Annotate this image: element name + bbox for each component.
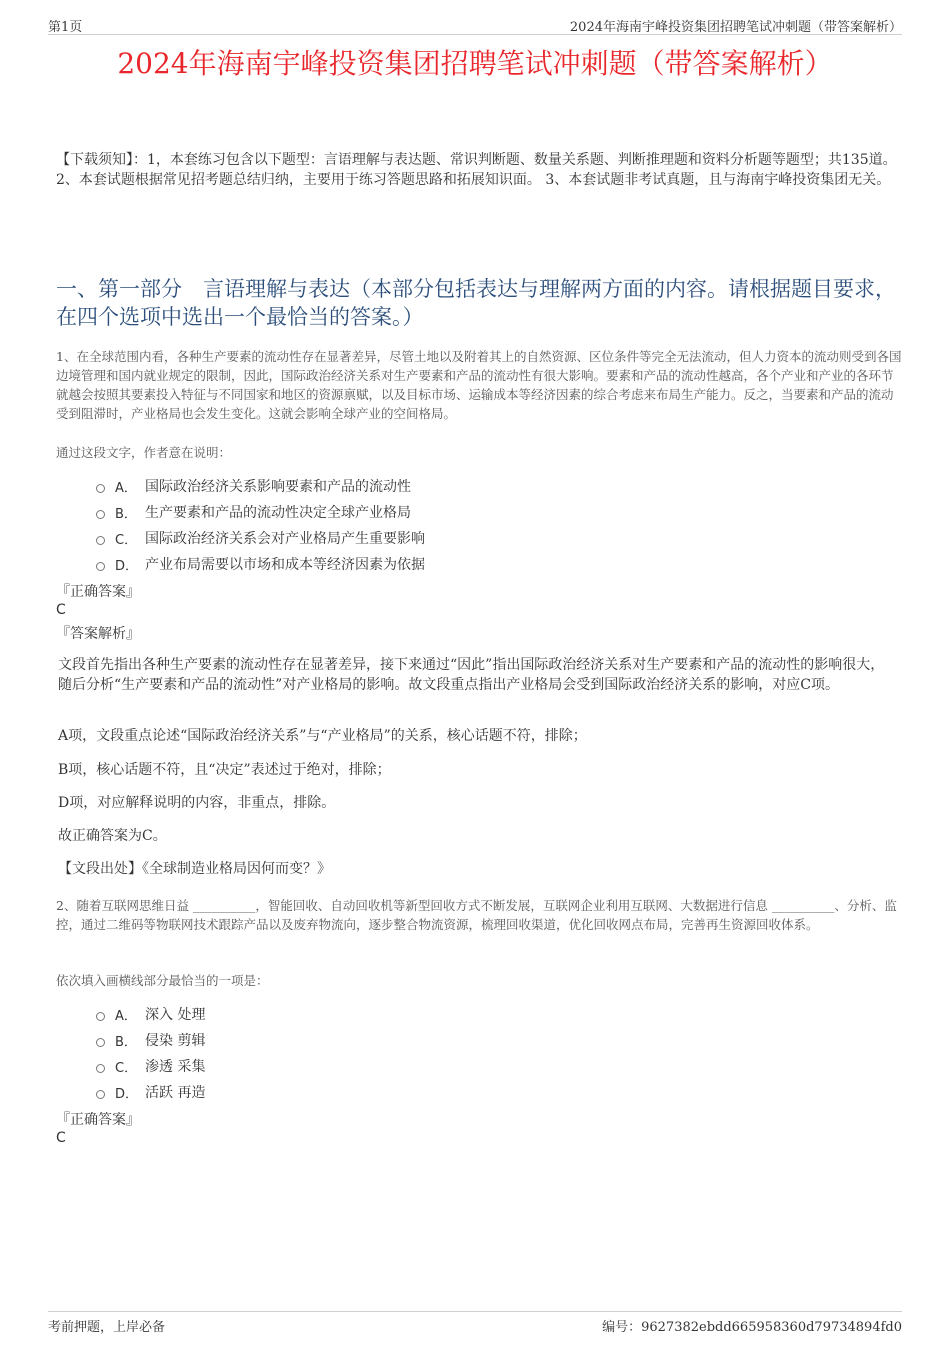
- document-title: 2024年海南宇峰投资集团招聘笔试冲刺题（带答案解析）: [117, 47, 833, 80]
- page-footer: [48, 1311, 902, 1336]
- option-letter: B．: [115, 506, 137, 522]
- q1-option-b[interactable]: [96, 499, 425, 525]
- q2-stem: 2、随着互联网思维日益 __________，智能回收、自动回收机等新型回收方式不断发展，互联网企业利用互联网、大数据进行信息 __________、分析、监控，通过二维码等物联网技术跟踪产品以及废弃物流向，逐步整合物流资源，梳理回收渠道，优化回收网点布局，完善再生资源回收体系。: [56, 898, 897, 932]
- option-text: 生产要素和产品的流动性决定全球产业格局: [145, 505, 411, 521]
- option-letter: A．: [115, 1008, 137, 1024]
- radio-icon[interactable]: [96, 510, 105, 519]
- footer-slogan: 考前押题，上岸必备: [48, 1320, 166, 1335]
- q1-option-d[interactable]: [96, 551, 425, 577]
- option-letter: D．: [115, 558, 139, 574]
- option-text: 渗透 采集: [145, 1059, 206, 1075]
- q1-analysis-a: A项，文段重点论述“国际政治经济关系”与“产业格局”的关系，核心话题不符，排除；: [58, 728, 587, 744]
- q1-analysis-b: B项，核心话题不符，且“决定”表述过于绝对，排除；: [58, 762, 391, 778]
- q2-prompt: 依次填入画横线部分最恰当的一项是：: [56, 973, 269, 988]
- q1-analysis-d: D项，对应解释说明的内容，非重点，排除。: [58, 795, 336, 811]
- q1-stem: 1、在全球范围内看，各种生产要素的流动性存在显著差异，尽管土地以及附着其上的自然资源、区位条件等完全无法流动，但人力资本的流动则受到各国边境管理和国内就业规定的限制，因此，国际政治经济关系对生产要素和产品的流动性有很大影响。要素和产品的流动性越高，各个产业和产业的各环节就越会按照其要素投入特征与不同国家和地区的资源禀赋，以及目标市场、运输成本等经济因素的综合考虑来布局生产能力。反之，当要素和产品的流动受到阻滞时，产业格局也会发生变化。这就会影响全球产业的空间格局。: [56, 349, 902, 421]
- q1-analysis-label: 『答案解析』: [56, 626, 140, 642]
- q1-analysis-conclusion: 故正确答案为C。: [58, 828, 167, 844]
- option-text: 产业布局需要以市场和成本等经济因素为依据: [145, 557, 425, 573]
- page-number: 第1页: [48, 20, 83, 35]
- header-doc-title: 2024年海南宇峰投资集团招聘笔试冲刺题（带答案解析）: [569, 20, 902, 35]
- q1-answer: C: [56, 602, 66, 618]
- q2-options: [96, 1001, 205, 1105]
- option-letter: C．: [115, 1060, 138, 1076]
- radio-icon[interactable]: [96, 484, 105, 493]
- q1-prompt: 通过这段文字，作者意在说明：: [56, 445, 232, 460]
- q1-option-c[interactable]: [96, 525, 425, 551]
- radio-icon[interactable]: [96, 1064, 105, 1073]
- radio-icon[interactable]: [96, 1012, 105, 1021]
- q1-options: [96, 473, 425, 577]
- radio-icon[interactable]: [96, 1038, 105, 1047]
- q1-analysis-paragraph: 文段首先指出各种生产要素的流动性存在显著差异，接下来通过“因此”指出国际政治经济关系对生产要素和产品的流动性的影响很大，随后分析“生产要素和产品的流动性”对产业格局的影响。故文段重点指出产业格局会受到国际政治经济关系的影响，对应C项。: [58, 657, 885, 693]
- q1-answer-label: 『正确答案』: [56, 584, 140, 600]
- footer-serial: 编号：9627382ebdd665958360d79734894fd0: [602, 1320, 902, 1335]
- option-text: 侵染 剪辑: [145, 1033, 206, 1049]
- radio-icon[interactable]: [96, 536, 105, 545]
- q2-option-d[interactable]: [96, 1079, 205, 1105]
- option-text: 国际政治经济关系会对产业格局产生重要影响: [145, 531, 425, 547]
- option-letter: D．: [115, 1086, 139, 1102]
- option-text: 国际政治经济关系影响要素和产品的流动性: [145, 479, 411, 495]
- q2-option-b[interactable]: [96, 1027, 205, 1053]
- radio-icon[interactable]: [96, 562, 105, 571]
- option-text: 深入 处理: [145, 1007, 206, 1023]
- option-text: 活跃 再造: [145, 1085, 206, 1101]
- page-header: [48, 14, 902, 35]
- option-letter: C．: [115, 532, 138, 548]
- q1-option-a[interactable]: [96, 473, 425, 499]
- q2-option-a[interactable]: [96, 1001, 205, 1027]
- section-heading: 一、第一部分 言语理解与表达（本部分包括表达与理解两方面的内容。请根据题目要求，在四个选项中选出一个最恰当的答案。）: [56, 277, 896, 329]
- q2-option-c[interactable]: [96, 1053, 205, 1079]
- q1-source: 【文段出处】《全球制造业格局因何而变？》: [58, 861, 331, 877]
- option-letter: A．: [115, 480, 137, 496]
- q2-answer: C: [56, 1130, 66, 1146]
- q2-answer-label: 『正确答案』: [56, 1112, 140, 1128]
- option-letter: B．: [115, 1034, 137, 1050]
- download-notice: 【下载须知】：1，本套练习包含以下题型：言语理解与表达题、常识判断题、数量关系题、判断推理题和资料分析题等题型；共135道。 2、本套试题根据常见招考题总结归纳，主要用于练习答题思路和拓展知识面。 3、本套试题非考试真题，且与海南宇峰投资集团无关。: [56, 152, 897, 188]
- radio-icon[interactable]: [96, 1090, 105, 1099]
